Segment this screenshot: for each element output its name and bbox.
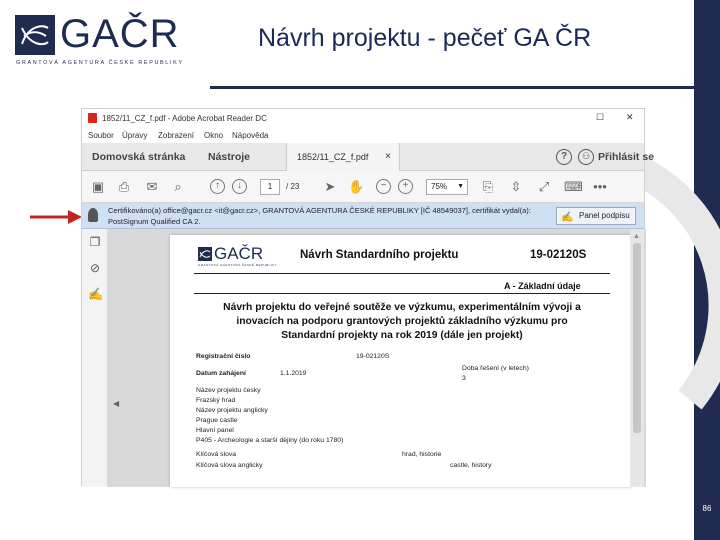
project-id: 19-02120S bbox=[530, 249, 587, 261]
pages-icon[interactable]: ❐ bbox=[89, 235, 101, 249]
scroll-up-icon[interactable]: ▲ bbox=[633, 233, 640, 240]
page-down-icon[interactable]: ↓ bbox=[232, 179, 247, 194]
document-logo-subtitle: GRANTOVÁ AGENTURA ČESKÉ REPUBLIKY bbox=[198, 263, 278, 267]
acrobat-window bbox=[81, 108, 655, 486]
toolbar bbox=[82, 171, 644, 203]
more-icon[interactable]: ••• bbox=[593, 179, 607, 194]
keyboard-icon[interactable]: ⌨ bbox=[564, 179, 583, 194]
fit-page-icon[interactable]: ⎘ bbox=[482, 179, 494, 194]
tab-home[interactable]: Domovská stránka bbox=[92, 151, 186, 163]
scroll-mode-icon[interactable]: ⇳ bbox=[510, 179, 522, 194]
field-value: P405 - Archeologie a starší dějiny (do roku 1780) bbox=[196, 437, 344, 444]
logo-wordmark: GAČR bbox=[60, 12, 180, 56]
select-cursor-icon[interactable]: ➤ bbox=[324, 179, 336, 194]
email-icon[interactable]: ✉ bbox=[146, 179, 158, 194]
tab-tools[interactable]: Nástroje bbox=[208, 151, 251, 163]
logo-subtitle: GRANTOVÁ AGENTURA ČESKÉ REPUBLIKY bbox=[16, 60, 184, 66]
navigation-pane bbox=[82, 229, 108, 487]
main-heading bbox=[194, 301, 610, 343]
search-icon[interactable]: ⌕ bbox=[174, 179, 182, 194]
field-label: Datum zahájení bbox=[196, 370, 246, 377]
print-icon[interactable]: ⎙ bbox=[118, 179, 130, 194]
signature-ca: PostSignum Qualified CA 2. bbox=[108, 217, 201, 226]
signin-link[interactable]: Přihlásit se bbox=[598, 151, 655, 163]
signature-icon[interactable]: ✍ bbox=[88, 287, 103, 301]
menu-item-edit[interactable]: Úpravy bbox=[122, 131, 148, 140]
title-divider bbox=[210, 86, 694, 89]
menu-item-file[interactable]: Soubor bbox=[88, 131, 114, 140]
save-icon[interactable]: ▣ bbox=[91, 179, 105, 194]
attachment-icon[interactable]: ⊘ bbox=[89, 261, 101, 275]
pdf-page bbox=[170, 235, 632, 487]
gacr-emblem-icon bbox=[14, 14, 56, 56]
chevron-down-icon: ▼ bbox=[457, 183, 464, 190]
field-value: 3 bbox=[462, 375, 466, 382]
window-title: 1852/11_CZ_f.pdf - Adobe Acrobat Reader DC bbox=[102, 114, 267, 123]
slide-page-number: 86 bbox=[702, 504, 712, 513]
document-title: Návrh Standardního projektu bbox=[300, 249, 459, 261]
window-titlebar bbox=[82, 109, 644, 127]
help-icon[interactable]: ? bbox=[556, 149, 572, 165]
section-heading: A - Základní údaje bbox=[504, 281, 581, 291]
field-label: Klíčová slova anglicky bbox=[196, 462, 263, 469]
field-label: Název projektu anglicky bbox=[196, 407, 268, 414]
certificate-ribbon-icon bbox=[88, 208, 98, 222]
field-value: 1.1.2019 bbox=[280, 370, 307, 377]
zoom-out-icon[interactable]: − bbox=[376, 179, 391, 194]
signature-info: Certifikováno(a) office@gacr.cz <it@gacr.cz>, GRANTOVÁ AGENTURA ČESKÉ REPUBLIKY [IČ 48549037], certifikát vydal(a): bbox=[108, 206, 531, 215]
slide-title: Návrh projektu - pečeť GA ČR bbox=[258, 24, 592, 52]
menu-bar bbox=[82, 127, 644, 143]
close-window-button[interactable]: ✕ bbox=[626, 112, 634, 122]
field-label: Registrační číslo bbox=[196, 353, 251, 360]
pdf-file-icon bbox=[88, 113, 97, 123]
zoom-select[interactable] bbox=[426, 179, 468, 195]
field-value: hrad, historie bbox=[402, 451, 442, 458]
signature-panel-label: Panel podpisu bbox=[579, 211, 630, 220]
scroll-thumb[interactable] bbox=[633, 243, 641, 433]
user-icon[interactable]: ⚇ bbox=[578, 149, 594, 165]
zoom-in-icon[interactable]: + bbox=[398, 179, 413, 194]
document-rule bbox=[194, 273, 610, 274]
field-label: Hlavní panel bbox=[196, 427, 234, 434]
field-label: Název projektu česky bbox=[196, 387, 261, 394]
main-heading-line: inovacích na podporu grantových projektů základního výzkumu pro bbox=[236, 316, 568, 327]
document-tab-label: 1852/11_CZ_f.pdf bbox=[297, 152, 369, 162]
field-value: castle, history bbox=[450, 462, 492, 469]
menu-item-help[interactable]: Nápověda bbox=[232, 131, 269, 140]
document-rule bbox=[194, 293, 610, 294]
arrow-icon bbox=[30, 208, 82, 226]
page-number-input[interactable]: 1 bbox=[260, 179, 280, 195]
tabs-bar bbox=[82, 143, 655, 171]
full-screen-icon[interactable]: ⤢ bbox=[538, 179, 550, 194]
document-emblem-icon bbox=[198, 247, 212, 261]
document-viewport[interactable] bbox=[108, 229, 646, 487]
zoom-value: 75% bbox=[431, 182, 448, 191]
tab-document[interactable] bbox=[286, 143, 400, 171]
collapse-pane-icon[interactable]: ◀ bbox=[113, 399, 120, 408]
main-heading-line: Standardní projekty na rok 2019 (dále jen projekt) bbox=[281, 330, 523, 341]
close-tab-button[interactable]: × bbox=[385, 151, 391, 162]
page-total: / 23 bbox=[286, 182, 300, 191]
document-logo bbox=[198, 244, 278, 267]
hand-tool-icon[interactable]: ✋ bbox=[348, 179, 365, 194]
gacr-logo bbox=[14, 14, 184, 70]
signature-pen-icon: ✍ bbox=[561, 212, 574, 223]
field-label: Doba řešení (v letech) bbox=[462, 365, 529, 372]
document-logo-word: GAČR bbox=[214, 244, 264, 263]
field-value: 19-02120S bbox=[356, 353, 390, 360]
menu-item-window[interactable]: Okno bbox=[204, 131, 224, 140]
vertical-scrollbar[interactable] bbox=[630, 229, 644, 487]
field-value: Prague castle bbox=[196, 417, 238, 424]
signature-panel-button[interactable] bbox=[556, 207, 636, 225]
main-heading-line: Návrh projektu do veřejné soutěže ve výzkumu, experimentálním vývoji a bbox=[223, 302, 581, 313]
page-up-icon[interactable]: ↑ bbox=[210, 179, 225, 194]
maximize-button[interactable]: ☐ bbox=[596, 112, 605, 122]
field-value: Frazský hrad bbox=[196, 397, 236, 404]
field-label: Klíčová slova bbox=[196, 451, 237, 458]
signature-bar bbox=[82, 203, 644, 229]
menu-item-view[interactable]: Zobrazení bbox=[158, 131, 195, 140]
